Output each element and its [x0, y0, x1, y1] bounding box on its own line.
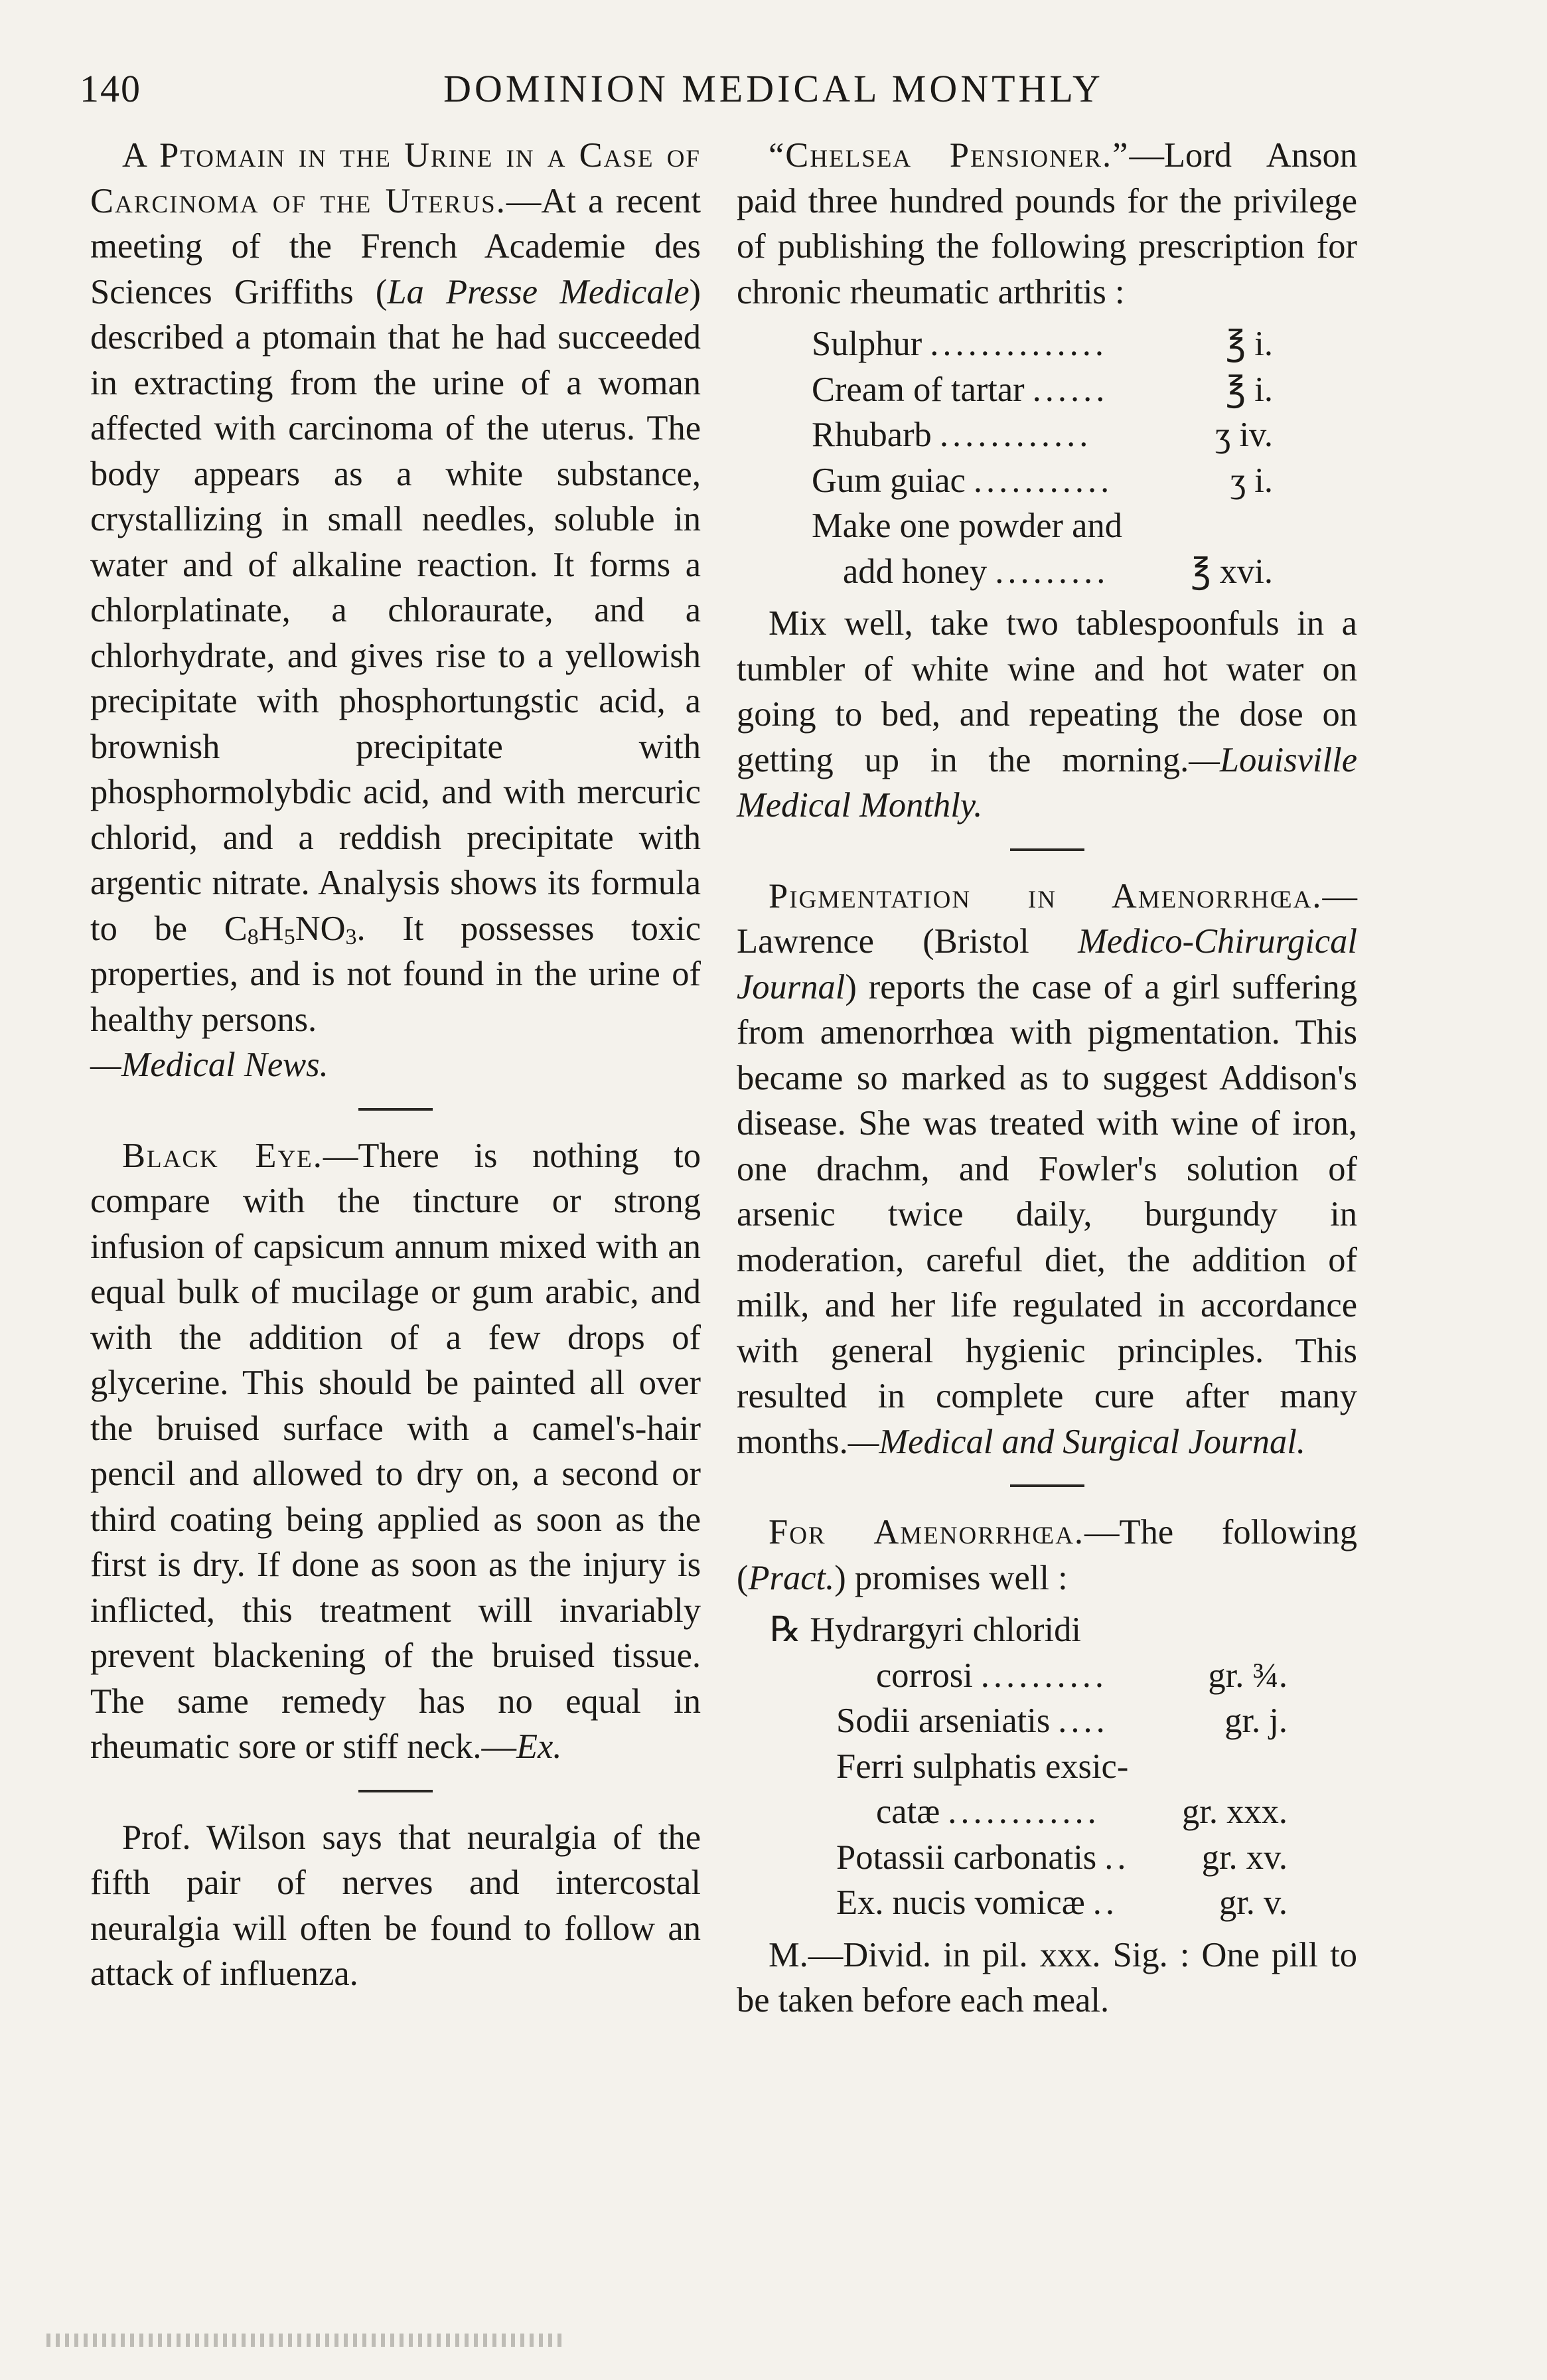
ingredient-name: Gum guiac	[812, 461, 966, 500]
prescription-line	[737, 458, 1273, 504]
directions-text: Mix well, take two tablespoonfuls in a tumbler of white wine and hot water on going to bed, and repeating the dose on getting up in the morning.	[737, 604, 1357, 779]
leader-dots: ..	[1104, 1838, 1130, 1877]
leader-dots: ............	[948, 1792, 1100, 1831]
leader-dots: ..........	[980, 1656, 1108, 1695]
prescription-line	[737, 367, 1273, 413]
formula-subscript: 5	[283, 924, 295, 949]
section-divider	[358, 1108, 433, 1111]
article-citation	[90, 1042, 701, 1088]
citation-dash: —	[481, 1727, 516, 1766]
formula-part: H	[258, 909, 284, 948]
article-body: —There is nothing to compare with the tincture or strong infusion of capsicum annum mixed with an equal bulk of mucilage or gum arabic, and with the addition of a few drops of glycerine. This should be painted all over the bruised surface with a camel's-hair pencil and allowed to dry on, a second or third coating being applied as soon as the first is dry. If done as soon as the injury is inflicted, this treatment will invariably prevent blackening of the bruised tissue. The same remedy has no equal in rheumatic sore or stiff neck.	[90, 1136, 701, 1766]
leader-dots: ..............	[930, 325, 1108, 363]
ingredient-quantity: gr. xxx.	[1182, 1792, 1288, 1831]
source-name: Pract.	[748, 1558, 835, 1597]
prescription-line	[737, 1835, 1288, 1881]
prescription-line	[737, 1698, 1288, 1744]
ingredient-quantity: gr. ¾.	[1208, 1656, 1288, 1695]
ingredient-quantity: gr. j.	[1224, 1702, 1288, 1740]
ingredient-quantity: ℥ xvi.	[1191, 552, 1273, 591]
article-body: ) reports the case of a girl suffering from amenorrhœa with pigmentation. This became so marked as to suggest Addison's disease. She was treated with wine of iron, one drachm, and Fowler's solution of arsenic twice daily, burgundy in moderation, careful diet, the addition of milk, and her life regulated in accordance with general hygienic principles. This resulted in complete cure after many months.	[737, 967, 1357, 1461]
article-title: “Chelsea Pensioner.”	[769, 136, 1130, 175]
article-title: A Ptomain in the Urine in a Case of Carcinoma of the Uterus.	[90, 136, 701, 220]
page-number: 140	[80, 67, 141, 110]
article-body: —Lord Anson paid three hundred pounds for the privilege of publishing the following prescription for chronic rheumatic arthritis :	[737, 136, 1357, 311]
ingredient-name: Ferri sulphatis exsic-	[836, 1747, 1129, 1786]
formula-subscript: 8	[247, 924, 259, 949]
article-chelsea	[737, 133, 1357, 315]
prescription-directions	[737, 601, 1357, 829]
left-column	[90, 133, 701, 1997]
prescription-line	[737, 549, 1273, 595]
formula-part: NO	[295, 909, 346, 948]
source-name: La Presse Medicale	[387, 272, 690, 311]
article-black-eye	[90, 1133, 701, 1770]
ingredient-quantity: gr. xv.	[1201, 1838, 1288, 1877]
ingredient-quantity: ʒ iv.	[1215, 416, 1273, 454]
recipe-symbol: ℞	[770, 1611, 802, 1649]
article-pigmentation	[737, 874, 1357, 1465]
ingredient-quantity: ℥ i.	[1225, 325, 1273, 363]
running-title: DOMINION MEDICAL MONTHLY	[443, 67, 1104, 110]
prescription-instruction: Make one powder and	[812, 507, 1122, 545]
prescription-line	[737, 1789, 1288, 1835]
article-body: —Lawrence (Bristol	[737, 876, 1357, 961]
source-name: Medico-Chirurgical Journal	[737, 922, 1357, 1006]
ingredient-name: catæ	[876, 1792, 940, 1831]
ingredient-name: Cream of tartar	[812, 370, 1025, 409]
citation-text: —Medical and Surgical Journal.	[847, 1422, 1305, 1461]
prescription-line	[737, 1653, 1288, 1699]
ingredient-name: Ex. nucis vomicæ	[836, 1883, 1085, 1922]
ingredient-quantity: ʒ i.	[1230, 461, 1273, 500]
citation-text: —Medical News.	[90, 1046, 329, 1084]
article-title: For Amenorrhœa.	[769, 1513, 1085, 1551]
prescription-directions: M.—Divid. in pil. xxx. Sig. : One pill to be taken before each meal.	[737, 1935, 1357, 2020]
page-header	[0, 60, 1547, 119]
section-divider	[1010, 848, 1084, 851]
citation-text: —Louisville Medical Monthly.	[737, 740, 1357, 825]
ingredient-name: Sodii arseniatis	[836, 1702, 1051, 1740]
article-body: —The following (	[737, 1513, 1357, 1597]
prescription-line	[737, 1880, 1288, 1926]
article-ptomain	[90, 133, 701, 1042]
ingredient-name: Rhubarb	[812, 416, 932, 454]
leader-dots: ...........	[973, 461, 1114, 500]
ingredient-name: Hydrargyri chloridi	[810, 1611, 1081, 1649]
article-body: —At a recent meeting of the French Academie des Sciences Griffiths (	[90, 181, 701, 311]
ingredient-name: corrosi	[876, 1656, 973, 1695]
leader-dots: ....	[1058, 1702, 1109, 1740]
citation-text: Ex.	[516, 1727, 562, 1766]
article-body: ) described a ptomain that he had succeeded in extracting from the urine of a woman affected with carcinoma of the uterus. The body appears as a white substance, crystallizing in small needles, soluble in water and of alkaline reaction. It forms a chlorplatinate, a chloraurate, and a chlorhydrate, and gives rise to a yellowish precipitate with phosphortungstic acid, a brownish precipitate with phosphormolybdic acid, and with mercuric chlorid, and a reddish precipitate with argentic nitrate. Analysis shows its formula to be C	[90, 272, 701, 948]
leader-dots: ......	[1032, 370, 1109, 409]
article-amenorrhoea	[737, 1510, 1357, 1601]
formula-subscript: 3	[345, 924, 357, 949]
ingredient-name: add honey	[843, 552, 988, 591]
prescription-line	[737, 1607, 1357, 1653]
right-column	[737, 133, 1357, 2023]
article-title: Pigmentation in Amenorrhœa.	[769, 876, 1323, 915]
ingredient-quantity: ℥ i.	[1225, 370, 1273, 409]
leader-dots: ............	[939, 416, 1092, 454]
article-body: ) promises well :	[834, 1558, 1068, 1597]
ingredient-name: Potassii carbonatis	[836, 1838, 1097, 1877]
prescription-line	[737, 412, 1273, 458]
ingredient-name: Sulphur	[812, 325, 922, 363]
ingredient-quantity: gr. v.	[1218, 1883, 1288, 1922]
prescription-amenorrhoea	[737, 1607, 1357, 1926]
prescription-line	[737, 321, 1273, 367]
print-artifact	[46, 2334, 564, 2347]
leader-dots: ..	[1092, 1883, 1119, 1922]
section-divider	[1010, 1484, 1084, 1487]
leader-dots: .........	[995, 552, 1110, 591]
article-body: . It possesses toxic properties, and is not found in the urine of healthy persons.	[90, 909, 701, 1039]
prescription-chelsea	[737, 321, 1357, 594]
article-wilson: Prof. Wilson says that neuralgia of the fifth pair of nerves and intercostal neuralgia will often be found to follow an attack of influenza.	[90, 1818, 701, 1993]
article-title: Black Eye.	[122, 1136, 323, 1175]
section-divider	[358, 1790, 433, 1792]
